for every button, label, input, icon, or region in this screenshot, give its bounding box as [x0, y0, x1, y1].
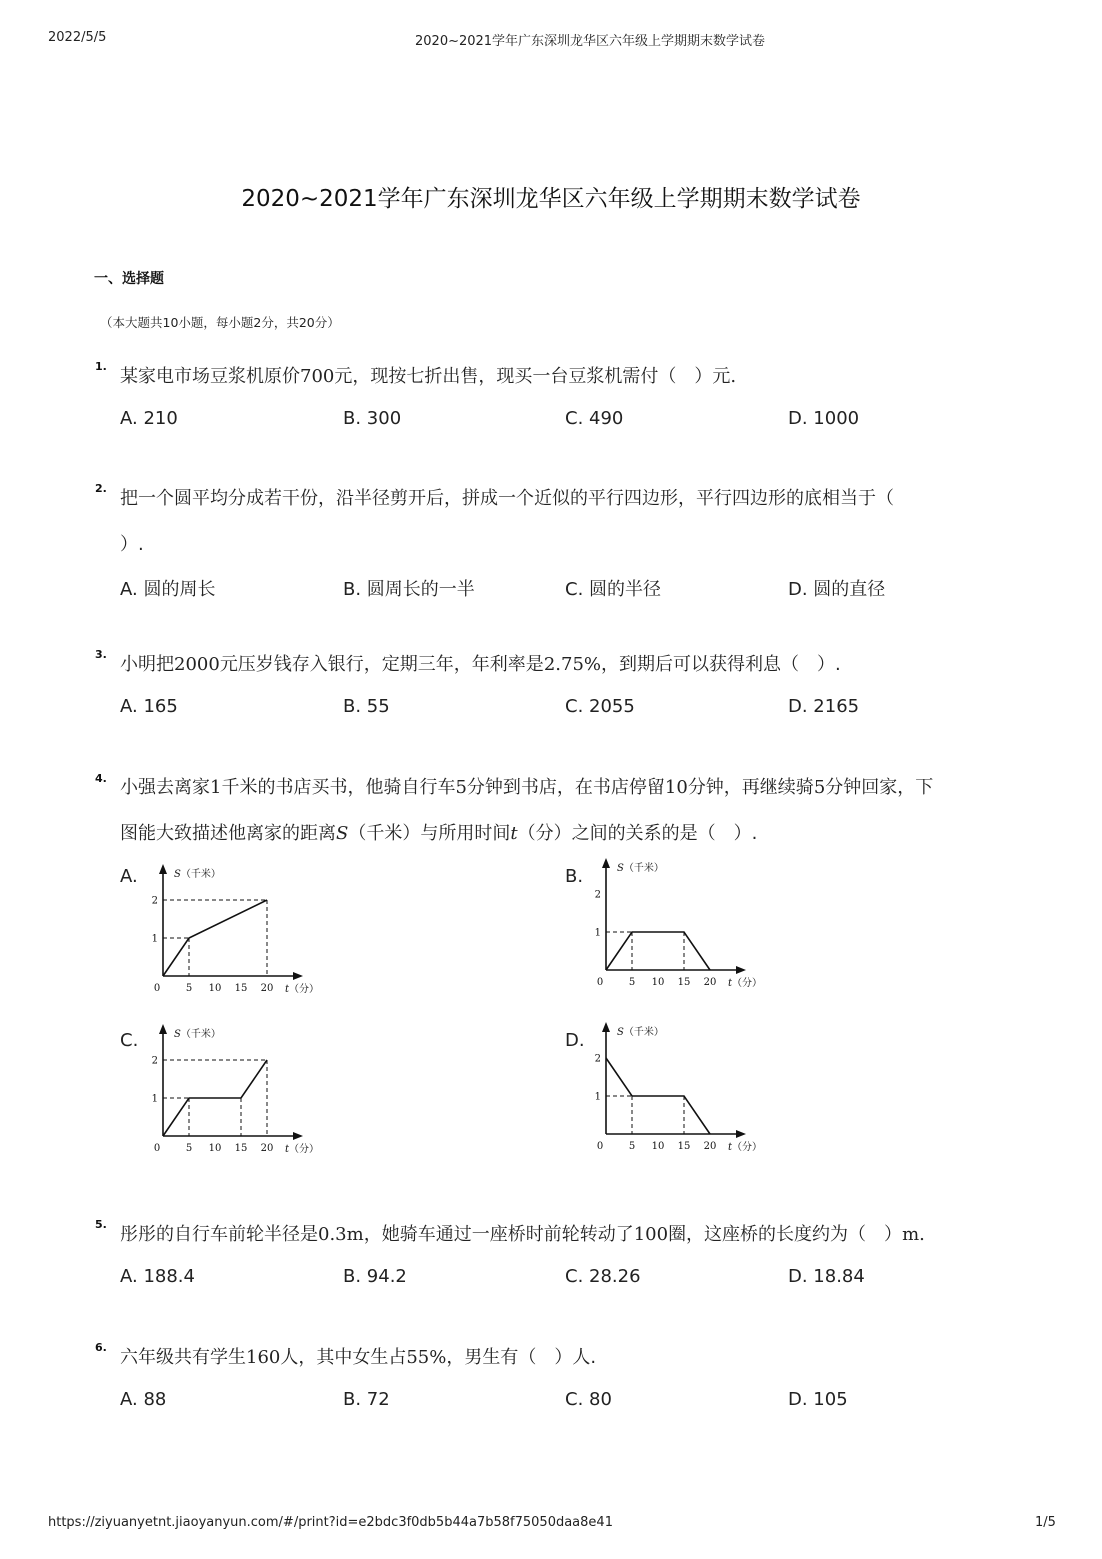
x-axis-title: t（分）	[728, 978, 763, 989]
q3-option-c[interactable]: C. 2055	[565, 696, 635, 717]
q6-option-b[interactable]: B. 72	[343, 1389, 390, 1410]
x-tick-label: 0	[596, 977, 604, 988]
q6-text: 六年级共有学生160人，其中女生占55%，男生有（ ）人.	[120, 1347, 597, 1368]
q4-graph-b[interactable]	[588, 852, 788, 992]
x-tick-label: 15	[677, 977, 691, 988]
q4-option-a-label[interactable]: A.	[120, 866, 138, 887]
x-tick-label: 15	[234, 1143, 248, 1154]
x-tick-label: 5	[185, 1143, 193, 1154]
x-tick-label: 20	[260, 1143, 274, 1154]
q6-option-a[interactable]: A. 88	[120, 1389, 167, 1410]
q2-text-line2: ）.	[120, 534, 144, 555]
q4-graph-d[interactable]	[588, 1016, 788, 1156]
y-tick-label: 1	[594, 1091, 601, 1103]
x-tick-label: 0	[596, 1141, 604, 1152]
q1-option-c[interactable]: C. 490	[565, 408, 624, 429]
q5-option-c[interactable]: C. 28.26	[565, 1266, 641, 1287]
q6-number: 6.	[95, 1341, 107, 1354]
x-tick-label: 5	[628, 977, 636, 988]
q4-graph-c[interactable]	[145, 1018, 345, 1158]
y-tick-label: 1	[151, 933, 158, 945]
x-tick-label: 20	[703, 1141, 717, 1152]
q4-number: 4.	[95, 772, 107, 785]
x-tick-label: 0	[153, 1143, 161, 1154]
x-tick-label: 10	[208, 983, 222, 994]
y-tick-label: 2	[594, 889, 601, 901]
q2-option-b[interactable]: B. 圆周长的一半	[343, 579, 475, 600]
x-tick-label: 15	[234, 983, 248, 994]
q3-option-a[interactable]: A. 165	[120, 696, 178, 717]
y-axis-arrow	[602, 1022, 610, 1032]
x-axis-arrow	[736, 1130, 746, 1138]
q5-text: 彤彤的自行车前轮半径是0.3m，她骑车通过一座桥时前轮转动了100圈，这座桥的长度约为（ ）m.	[120, 1224, 925, 1245]
y-axis-arrow	[159, 864, 167, 874]
x-tick-label: 15	[677, 1141, 691, 1152]
x-tick-label: 10	[208, 1143, 222, 1154]
x-axis-arrow	[736, 966, 746, 974]
y-axis-title: S（千米）	[617, 1027, 664, 1038]
section-note: （本大题共10小题，每小题2分，共20分）	[100, 315, 340, 330]
y-axis-arrow	[602, 858, 610, 868]
q4-option-d-label[interactable]: D.	[565, 1030, 585, 1051]
q5-option-b[interactable]: B. 94.2	[343, 1266, 407, 1287]
footer-page: 1/5	[1035, 1515, 1056, 1530]
y-axis-title: S（千米）	[174, 1029, 221, 1040]
x-tick-label: 5	[628, 1141, 636, 1152]
q3-option-d[interactable]: D. 2165	[788, 696, 860, 717]
y-tick-label: 2	[151, 895, 158, 907]
x-axis-title: t（分）	[285, 984, 320, 995]
q2-option-c[interactable]: C. 圆的半径	[565, 579, 662, 600]
q4-option-c-label[interactable]: C.	[120, 1030, 139, 1051]
y-axis-title: S（千米）	[617, 863, 664, 874]
y-tick-label: 2	[151, 1055, 158, 1067]
q4-text-line1: 小强去离家1千米的书店买书，他骑自行车5分钟到书店，在书店停留10分钟，再继续骑5分钟回家，下	[120, 777, 934, 798]
q3-option-b[interactable]: B. 55	[343, 696, 390, 717]
q4-option-b-label[interactable]: B.	[565, 866, 584, 887]
series-line	[606, 932, 710, 970]
x-tick-label: 10	[651, 1141, 665, 1152]
x-tick-label: 5	[185, 983, 193, 994]
q2-option-a[interactable]: A. 圆的周长	[120, 579, 216, 600]
footer-url[interactable]: https://ziyuanyetnt.jiaoyanyun.com/#/print?id=e2bdc3f0db5b44a7b58f75050daa8e41	[48, 1515, 613, 1530]
x-axis-title: t（分）	[728, 1142, 763, 1153]
q2-option-d[interactable]: D. 圆的直径	[788, 579, 886, 600]
header-title: 2020~2021学年广东深圳龙华区六年级上学期期末数学试卷	[415, 34, 766, 49]
y-tick-label: 2	[594, 1053, 601, 1065]
q2-number: 2.	[95, 482, 107, 495]
q1-number: 1.	[95, 360, 107, 373]
q3-number: 3.	[95, 648, 107, 661]
q6-option-d[interactable]: D. 105	[788, 1389, 848, 1410]
q3-text: 小明把2000元压岁钱存入银行，定期三年，年利率是2.75%，到期后可以获得利息（ ）.	[120, 654, 841, 675]
q6-option-c[interactable]: C. 80	[565, 1389, 612, 1410]
x-axis-arrow	[293, 972, 303, 980]
header-date: 2022/5/5	[48, 30, 107, 45]
q1-option-b[interactable]: B. 300	[343, 408, 402, 429]
y-axis-title: S（千米）	[174, 869, 221, 880]
x-tick-label: 20	[260, 983, 274, 994]
section-heading: 一、选择题	[94, 271, 164, 287]
q5-option-d[interactable]: D. 18.84	[788, 1266, 865, 1287]
q5-number: 5.	[95, 1218, 107, 1231]
x-axis-arrow	[293, 1132, 303, 1140]
q5-option-a[interactable]: A. 188.4	[120, 1266, 195, 1287]
q2-text-line1: 把一个圆平均分成若干份，沿半径剪开后，拼成一个近似的平行四边形，平行四边形的底相当于（	[120, 488, 894, 509]
x-tick-label: 20	[703, 977, 717, 988]
doc-title: 2020~2021学年广东深圳龙华区六年级上学期期末数学试卷	[241, 186, 861, 212]
q1-option-d[interactable]: D. 1000	[788, 408, 860, 429]
y-axis-arrow	[159, 1024, 167, 1034]
q1-text: 某家电市场豆浆机原价700元，现按七折出售，现买一台豆浆机需付（ ）元.	[120, 366, 737, 387]
q1-option-a[interactable]: A. 210	[120, 408, 178, 429]
q4-graph-a[interactable]	[145, 858, 345, 998]
q4-text-line2: 图能大致描述他离家的距离S（千米）与所用时间t（分）之间的关系的是（ ）.	[120, 823, 758, 844]
y-tick-label: 1	[594, 927, 601, 939]
x-axis-title: t（分）	[285, 1144, 320, 1155]
x-tick-label: 0	[153, 983, 161, 994]
y-tick-label: 1	[151, 1093, 158, 1105]
x-tick-label: 10	[651, 977, 665, 988]
